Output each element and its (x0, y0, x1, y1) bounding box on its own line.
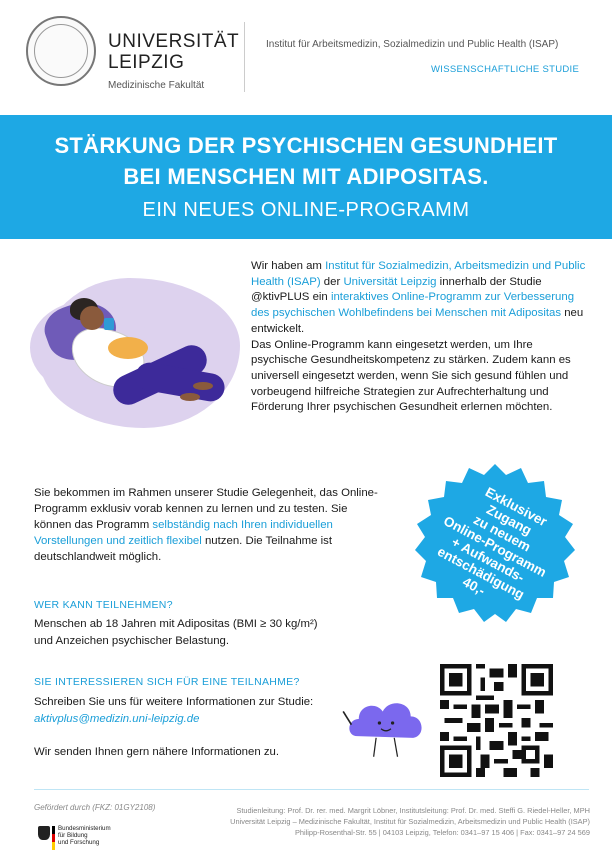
offer-paragraph: Sie bekommen im Rahmen unserer Studie Gelegenheit, das Online-Programm exklusiv vorab kennen zu lernen und zu testen. Sie können das Programm selbständig nach Ihren individuellen Vorstellungen und zeitlich flexibel nutzen. Die Teilnahme ist deutschlandweit möglich. (34, 487, 378, 564)
cat-icon (108, 337, 148, 359)
closing-text: Wir senden Ihnen gern nähere Informationen zu. (34, 746, 280, 758)
interest-heading: SIE INTERESSIEREN SICH FÜR EINE TEILNAHME? (34, 676, 300, 688)
intro-paragraph: Wir haben am Institut für Sozialmedizin, Arbeitsmedizin und Public Health (ISAP) der Universität Leipzig innerhalb der Studie @ktivPLUS ein interaktives Online-Programm zur Verbesserung des psychischen Wohlbefindens bei Menschen mit Adipositas neu entwickelt. Das Online-Programm kann eingesetzt werden, um Ihre psychische Gesundheitskompetenz zu stärken. Zudem kann es universell eingesetzt werden, wenn Sie sich gesund fühlen und vorbeugend hilfreiche Strategien zur Aufrechterhaltung und Förderung Ihrer psychischen Gesundheit erlernen möchten. (251, 260, 586, 414)
german-flag-icon (52, 826, 55, 850)
banner-subtitle: EIN NEUES ONLINE-PROGRAMM (142, 199, 470, 221)
header-divider (244, 22, 245, 92)
footer-contact: Studienleitung: Prof. Dr. rer. med. Margrit Löbner, Institutsleitung: Prof. Dr. med. Steffi G. Riedel-Heller, MPH Universität Leipzig – Medizinische Fakultät, Institut für Sozialmedizin, Arbeitsmedizin und Public Health (ISAP) Philipp-Rosenthal-Str. 55 | 04103 Leipzig, Telefon: 0341–97 15 406 | Fax: 0341–97 24 569 (230, 806, 590, 837)
program-link: interaktives Online-Programm zur Verbesserung des psychischen Wohlbefindens bei Menschen mit Adipositas (251, 291, 575, 320)
badge-text-wrap (411, 462, 579, 630)
who-heading: WER KANN TEILNEHMEN? (34, 599, 173, 611)
footer-divider (34, 789, 589, 790)
cup-icon (104, 318, 114, 330)
institute-link: Institut für Sozialmedizin, Arbeitsmedizin und Public Health (ISAP) (251, 260, 586, 288)
contact-email-link[interactable]: aktivplus@medizin.uni-leipzig.de (34, 713, 200, 725)
who-text: Menschen ab 18 Jahren mit Adipositas (BMI ≥ 30 kg/m²) und Anzeichen psychischer Belastung. (34, 618, 318, 647)
ministry-logo-text: Bundesministerium für Bildung und Forschung (58, 825, 111, 847)
banner-title: STÄRKUNG DER PSYCHISCHEN GESUNDHEIT BEI MENSCHEN MIT ADIPOSITAS. (54, 133, 558, 189)
university-link: Universität Leipzig (343, 275, 437, 288)
faculty-name: Medizinische Fakultät (108, 80, 205, 91)
federal-eagle-icon (38, 826, 50, 840)
university-seal-logo (26, 16, 96, 86)
flexible-highlight: selbständig nach Ihren individuellen Vorstellungen und zeitlich flexibel (34, 519, 333, 548)
institute-name: Institut für Arbeitsmedizin, Sozialmedizin und Public Health (ISAP) (266, 39, 559, 50)
title-banner (0, 115, 612, 239)
interest-text: Schreiben Sie uns für weitere Informationen zur Studie: (34, 696, 314, 708)
university-name: UNIVERSITÄT LEIPZIG (108, 31, 240, 73)
funding-note: Gefördert durch (FKZ: 01GY2108) (34, 803, 156, 812)
qr-code[interactable] (440, 664, 553, 777)
cloud-mascot-icon (336, 695, 436, 765)
badge-text: Exklusiver Zugang zu neuem Online-Programm + Aufwands- entschädigung 40,- (434, 483, 550, 602)
study-label: WISSENSCHAFTLICHE STUDIE (431, 64, 580, 75)
